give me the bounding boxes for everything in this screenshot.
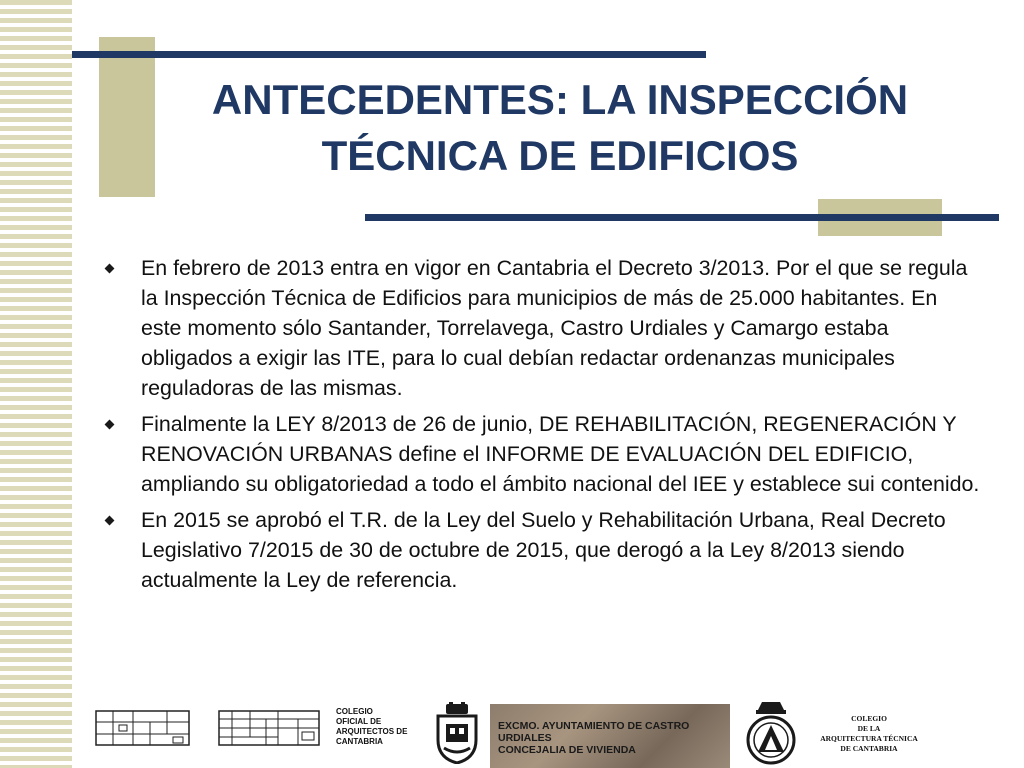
decorative-stripes: [0, 0, 72, 768]
bullet-list: [100, 253, 980, 601]
building-plan-icon: [218, 710, 320, 746]
colegio-arquitectos-logo: [336, 707, 407, 747]
banner-line: CONCEJALIA DE VIVIENDA: [498, 744, 636, 756]
ayuntamiento-logo-text: [498, 720, 730, 756]
ayuntamiento-banner: [490, 704, 730, 768]
slide-title-line: TÉCNICA DE EDIFICIOS: [321, 132, 799, 179]
logo-line: DE LA: [857, 724, 881, 733]
diamond-bullet-icon: [105, 264, 115, 274]
title-accent-block-left: [99, 37, 155, 197]
logo-line: CANTABRIA: [336, 737, 383, 746]
diamond-bullet-icon: [105, 516, 115, 526]
logo-line: ARQUITECTURA TÉCNICA: [820, 734, 918, 743]
bullet-item: [100, 253, 980, 403]
colegio-arquitectura-tecnica-logo: [814, 714, 924, 754]
footer-logos: [0, 690, 1024, 768]
title-rule-bottom: [365, 214, 999, 221]
slide-title: [160, 72, 960, 184]
banner-line: EXCMO. AYUNTAMIENTO DE CASTRO URDIALES: [498, 720, 690, 744]
logo-line: DE CANTABRIA: [840, 744, 898, 753]
diamond-bullet-icon: [105, 420, 115, 430]
castro-urdiales-crest-icon: [432, 702, 482, 764]
bullet-text: En 2015 se aprobó el T.R. de la Ley del Suelo y Rehabilitación Urbana, Real Decreto Legislativo 7/2015 de 30 de octubre de 2015, que derogó a la Ley 8/2013 siendo actualmente la Ley de referencia.: [141, 508, 946, 592]
logo-line: OFICIAL DE: [336, 717, 382, 726]
logo-line: COLEGIO: [851, 714, 887, 723]
slide-title-line: ANTECEDENTES: LA INSPECCIÓN: [211, 76, 909, 123]
title-rule-top: [72, 51, 706, 58]
bullet-item: [100, 409, 980, 499]
building-plan-icon: [95, 710, 190, 746]
logo-line: COLEGIO: [336, 707, 373, 716]
bullet-text: En febrero de 2013 entra en vigor en Cantabria el Decreto 3/2013. Por el que se regula la Inspección Técnica de Edificios para municipios de más de 25.000 habitantes. En este momento sólo Santander, Torrelavega, Castro Urdiales y Camargo estaba obligados a exigir las ITE, para lo cual debían redactar ordenanzas municipales reguladoras de las mismas.: [141, 256, 968, 400]
logo-line: ARQUITECTOS DE: [336, 727, 408, 736]
bullet-item: [100, 505, 980, 595]
arquitectura-tecnica-emblem-icon: [738, 700, 804, 766]
bullet-text: Finalmente la LEY 8/2013 de 26 de junio, DE REHABILITACIÓN, REGENERACIÓN Y RENOVACIÓN URBANAS define el INFORME DE EVALUACIÓN DEL EDIFICIO, ampliando su obligatoriedad a todo el ámbito nacional del IEE y establece sui contenido.: [141, 412, 980, 496]
